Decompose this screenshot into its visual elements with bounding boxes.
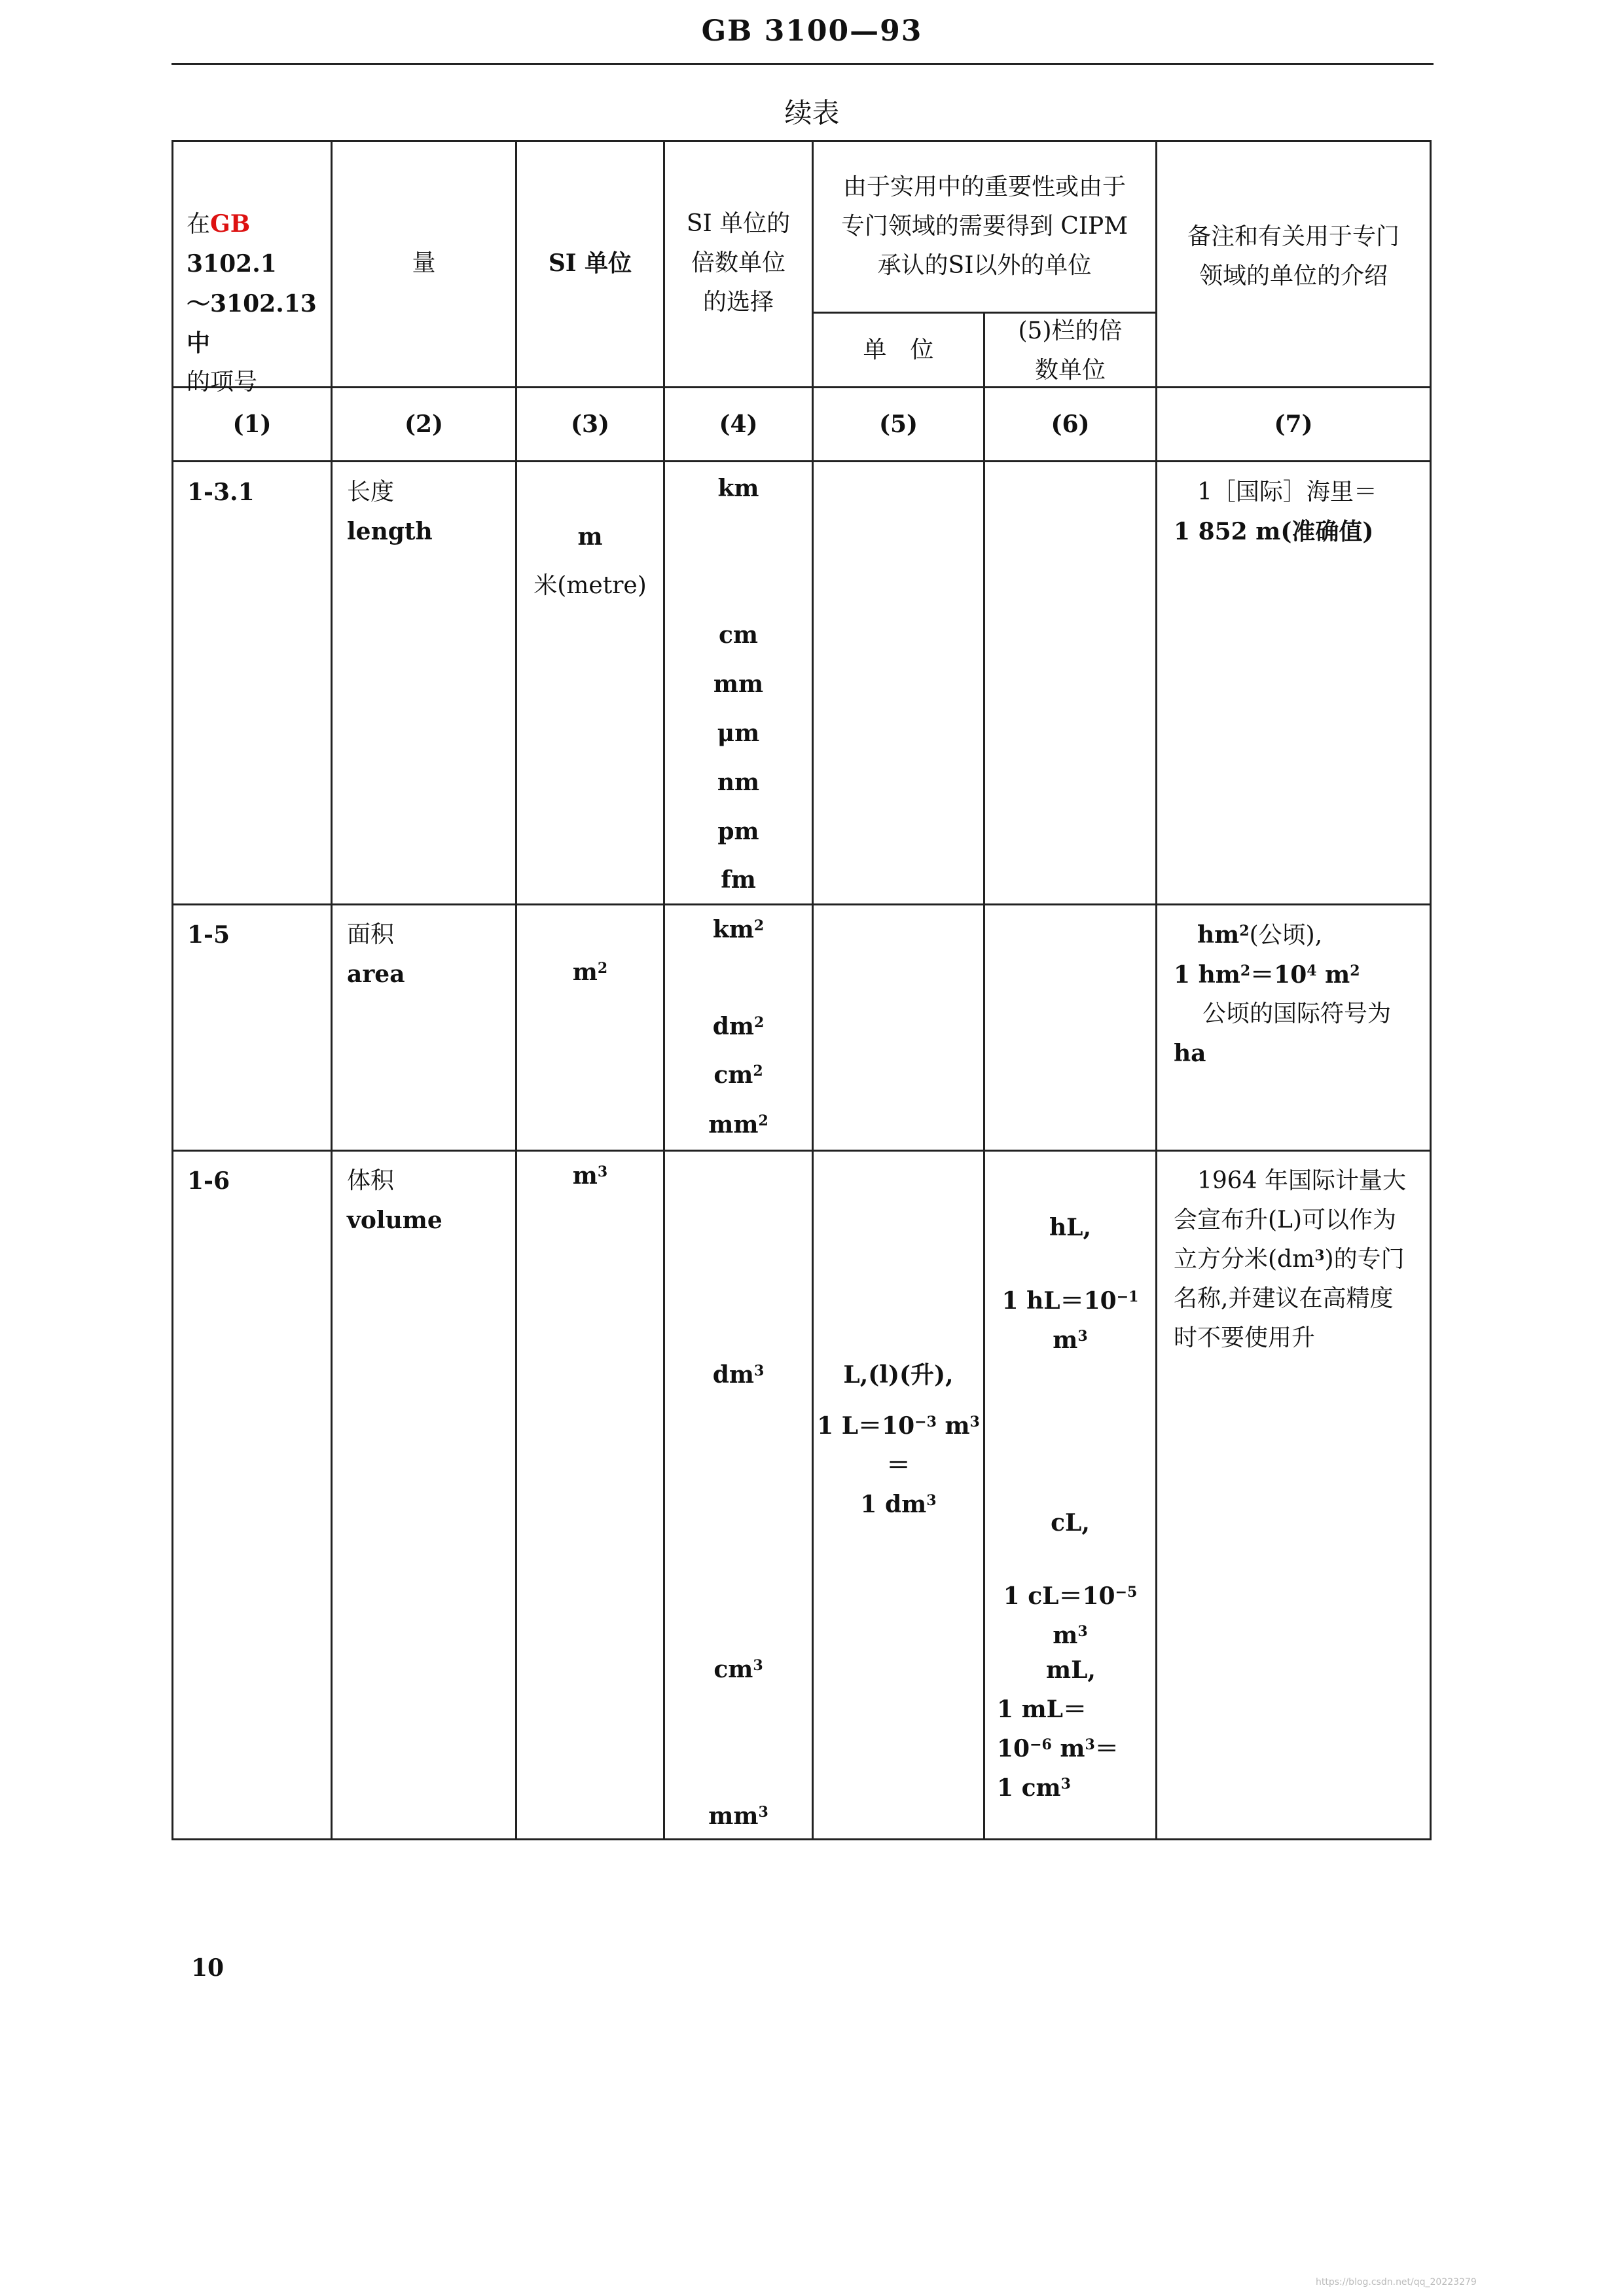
page-number: 10 — [191, 1954, 225, 1982]
header-col1: 在GB 3102.1 ～3102.13 中 的项号 — [187, 210, 317, 395]
unit-millilitre: mL, 1 mL＝ $10^{-6}$ $m^3=$ 1 $cm^3$ — [997, 1656, 1119, 1802]
multiple-unit: mm — [713, 670, 764, 698]
item-number: 1-5 — [187, 921, 230, 949]
remark: 1［国际］海里＝ 1 852 m(准确值) — [1174, 479, 1377, 545]
header-col56: 由于实用中的重要性或由于 专门领域的需要得到 CIPM 承认的SI以外的单位 — [840, 173, 1128, 279]
colnum-1: (1) — [232, 410, 272, 438]
multiple-unit: $dm^2$ — [712, 1013, 765, 1040]
header-rule — [171, 63, 1434, 65]
multiple-unit: pm — [717, 818, 759, 845]
header-col2: 量 — [412, 249, 436, 276]
header-col6: (5)栏的倍 数单位 — [1018, 318, 1123, 384]
table-caption: 续表 — [784, 97, 840, 129]
header-col5: 单 位 — [863, 337, 934, 363]
multiple-unit: $mm^2$ — [708, 1111, 768, 1139]
multiple-unit: $mm^3$ — [708, 1802, 768, 1830]
watermark: https://blog.csdn.net/qq_20223279 — [1316, 2277, 1477, 2287]
colnum-4: (4) — [719, 410, 758, 438]
multiple-unit: $cm^2$ — [713, 1061, 763, 1089]
page-header: GB 3100—93 — [701, 14, 923, 48]
multiple-unit: nm — [717, 769, 760, 796]
multiple-unit: $dm^3$ — [712, 1361, 765, 1389]
si-unit-symbol: m — [577, 523, 603, 551]
header-col3: SI 单位 — [548, 249, 632, 277]
multiple-unit: $cm^3$ — [713, 1656, 763, 1683]
quantity-name: 面积 area — [347, 921, 405, 988]
multiple-unit: km — [717, 475, 759, 502]
remark: $hm^2$(公顷), 1 $hm^2=10^4$ $m^2$ 公顷的国际符号为 ha — [1174, 921, 1392, 1067]
colnum-3: (3) — [570, 410, 610, 438]
remark: 1964 年国际计量大 会宣布升(L)可以作为 立方分米$(dm^3)$的专门 名称,并建议在高精度 时不要使用升 — [1174, 1167, 1407, 1351]
si-unit-name: 米(metre) — [533, 572, 647, 599]
colnum-5: (5) — [878, 410, 918, 438]
unit-litre: L,(l)(升), 1 $L=10^{-3}$ $m^3=$ 1 $dm^3$ — [817, 1361, 980, 1518]
si-unit-symbol: $m^2$ — [572, 958, 608, 986]
quantity-name: 长度 length — [347, 479, 433, 545]
colnum-2: (2) — [404, 410, 444, 438]
colnum-6: (6) — [1051, 410, 1090, 438]
header-col7: 备注和有关用于专门 领域的单位的介绍 — [1187, 223, 1399, 289]
item-number: 1-6 — [187, 1167, 230, 1195]
colnum-7: (7) — [1274, 410, 1313, 438]
si-unit-symbol: $m^3$ — [572, 1162, 608, 1190]
multiple-unit: μm — [717, 720, 760, 747]
multiple-unit: cm — [718, 621, 758, 649]
item-number: 1-3.1 — [187, 479, 255, 506]
header-col4: SI 单位的 倍数单位 的选择 — [686, 210, 791, 316]
unit-centilitre: cL, 1 $cL=10^{-5}$ $m^3$ — [1003, 1509, 1138, 1649]
quantity-name: 体积 volume — [347, 1167, 442, 1234]
multiple-unit: fm — [721, 866, 756, 894]
unit-hectolitre: hL, 1 $hL=10^{-1}$ $m^3$ — [1001, 1214, 1139, 1354]
multiple-unit: $km^2$ — [712, 916, 765, 943]
